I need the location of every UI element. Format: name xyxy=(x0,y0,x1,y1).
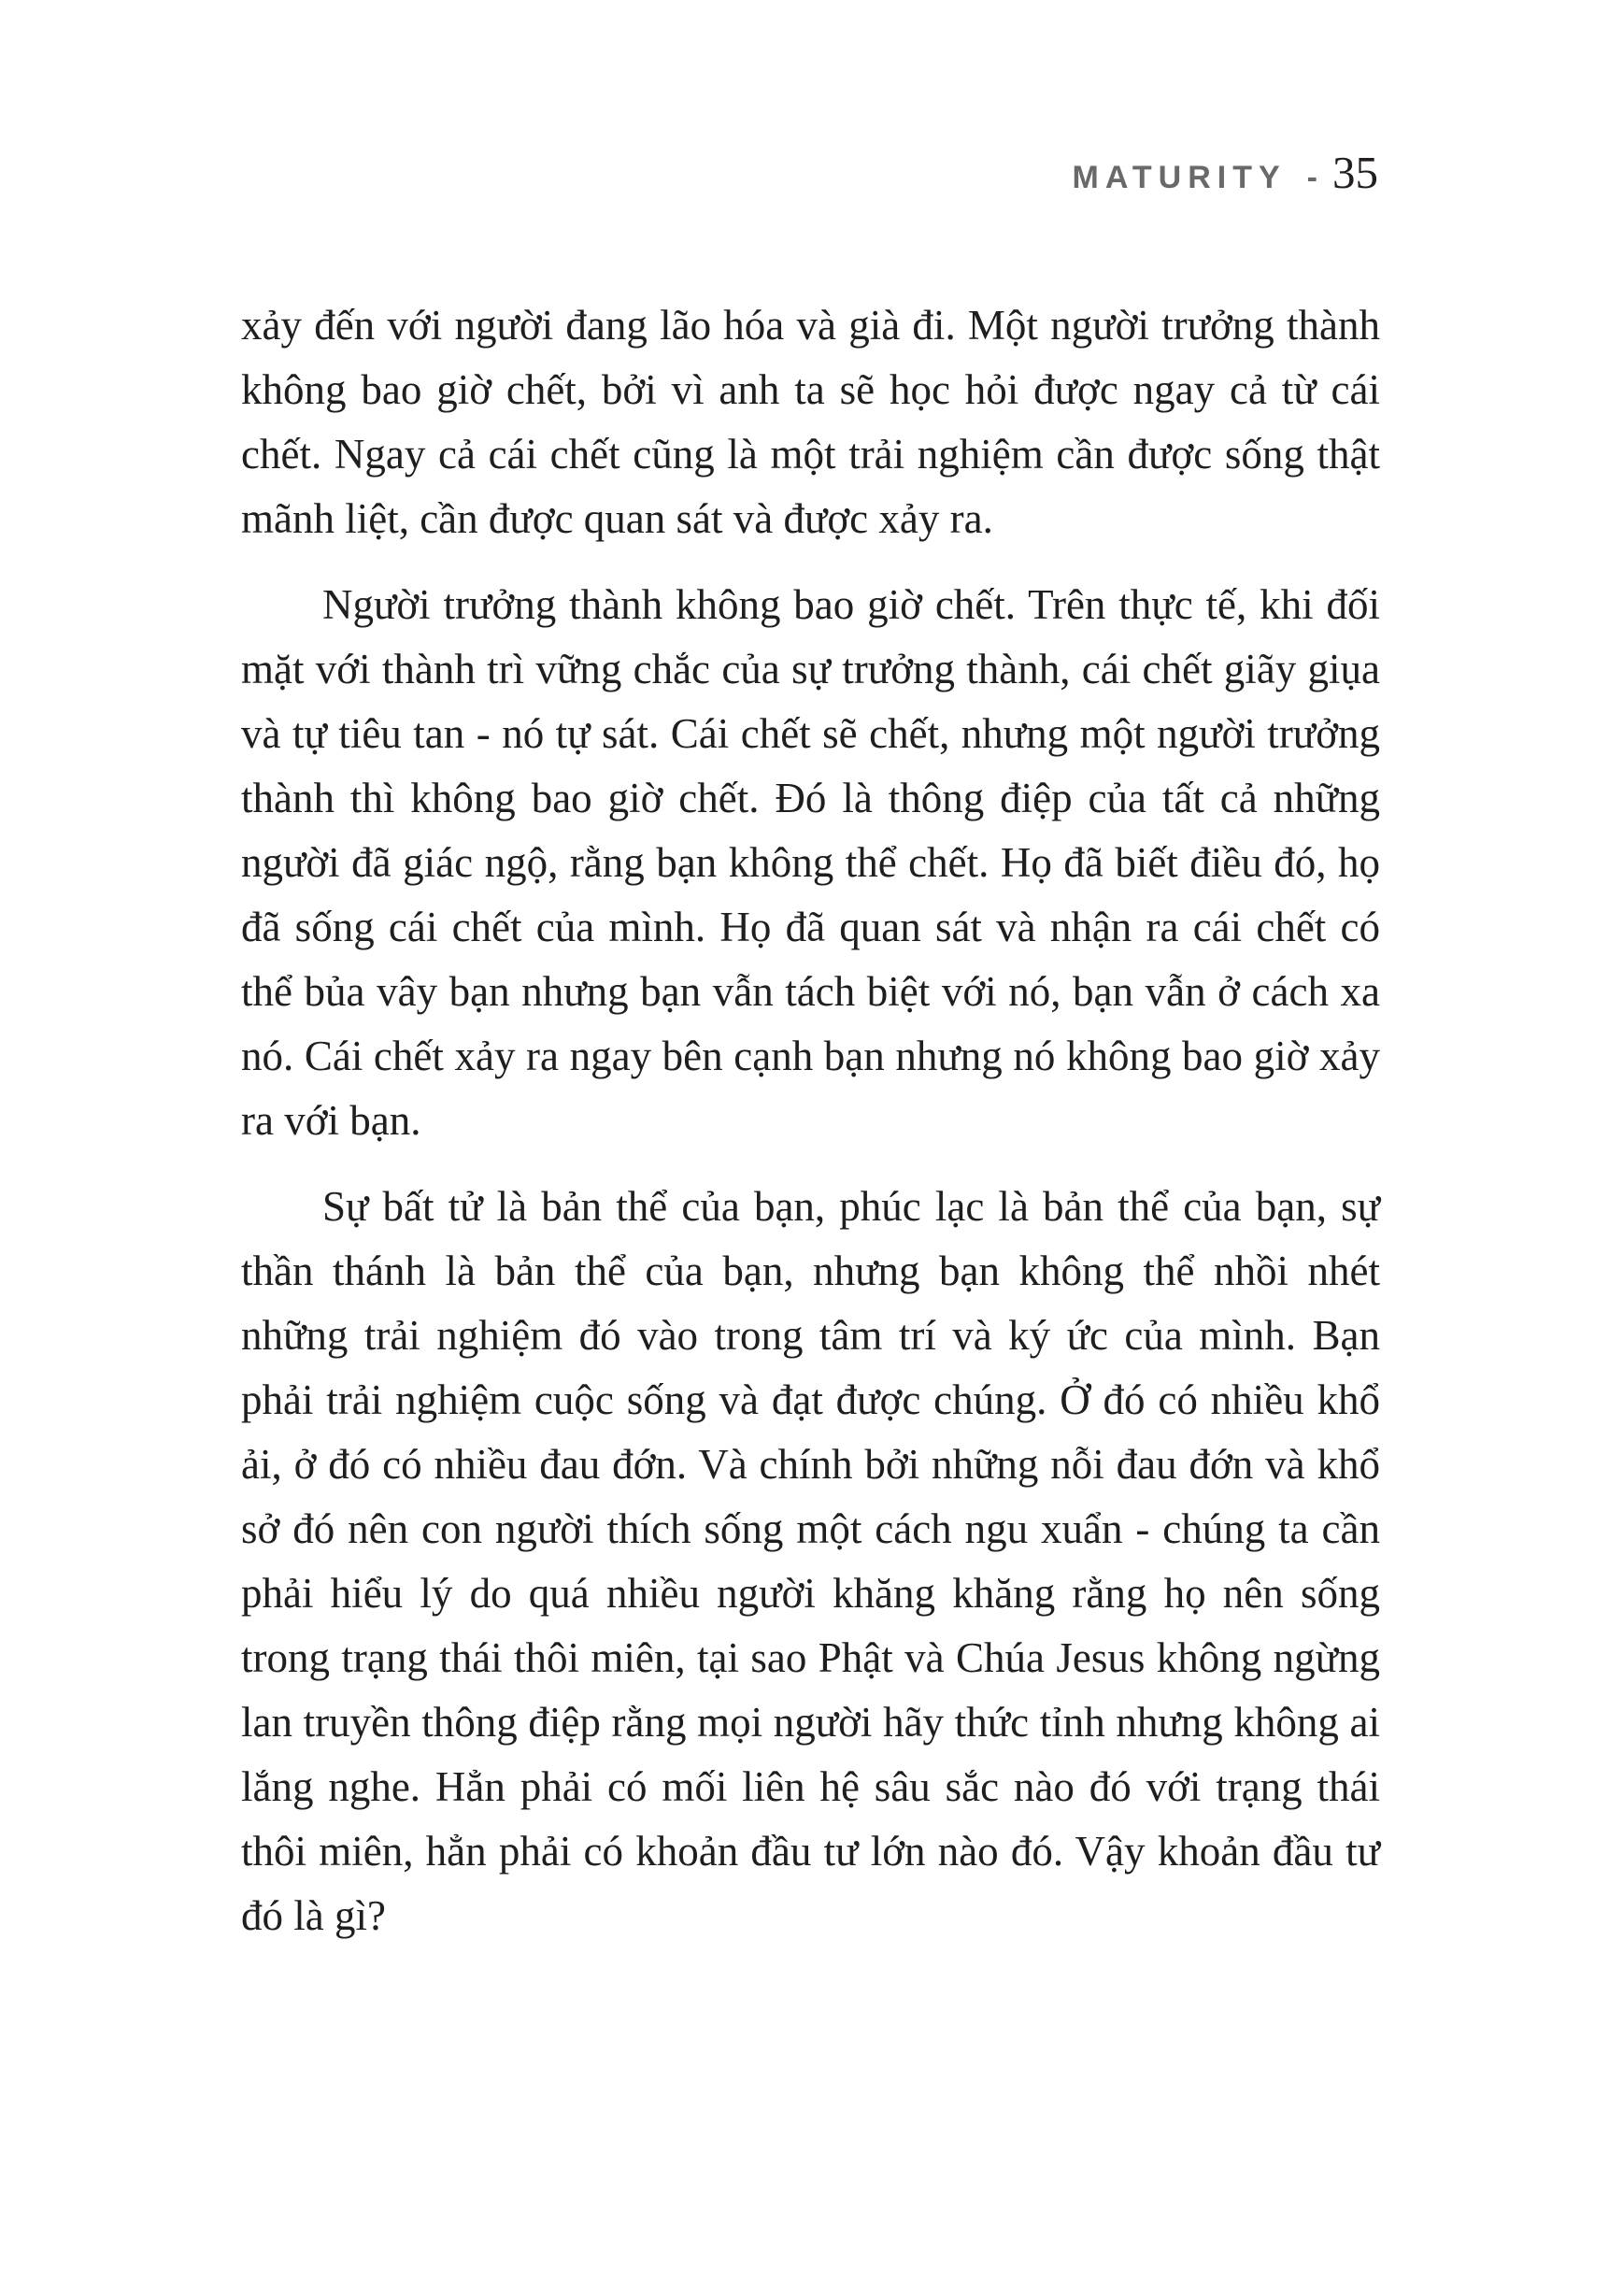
paragraph: Người trưởng thành không bao giờ chết. Trên thực tế, khi đối mặt với thành trì vững chắc của sự trưởng thành, cái chết giãy giụa và tự tiêu tan - nó tự sát. Cái chết sẽ chết, nhưng một người trưởng thành thì không bao giờ chết. Đó là thông điệp của tất cả những người đã giác ngộ, rằng bạn không thể chết. Họ đã biết điều đó, họ đã sống cái chết của mình. Họ đã quan sát và nhận ra cái chết có thể bủa vây bạn nhưng bạn vẫn tách biệt với nó, bạn vẫn ở cách xa nó. Cái chết xảy ra ngay bên cạnh bạn nhưng nó không bao giờ xảy ra với bạn. xyxy=(241,581,1380,1144)
paragraph: Sự bất tử là bản thể của bạn, phúc lạc là bản thể của bạn, sự thần thánh là bản thể của bạn, nhưng bạn không thể nhồi nhét những trải nghiệm đó vào trong tâm trí và ký ức của mình. Bạn phải trải nghiệm cuộc sống và đạt được chúng. Ở đó có nhiều khổ ải, ở đó có nhiều đau đớn. Và chính bởi những nỗi đau đớn và khổ sở đó nên con người thích sống một cách ngu xuẩn - chúng ta cần phải hiểu lý do quá nhiều người khăng khăng rằng họ nên sống trong trạng thái thôi miên, tại sao Phật và Chúa Jesus không ngừng lan truyền thông điệp rằng mọi người hãy thức tỉnh nhưng không ai lắng nghe. Hẳn phải có mối liên hệ sâu sắc nào đó với trạng thái thôi miên, hẳn phải có khoản đầu tư lớn nào đó. Vậy khoản đầu tư đó là gì? xyxy=(241,1183,1380,1939)
header-separator-dash: - xyxy=(1306,160,1317,195)
paragraph: xảy đến với người đang lão hóa và già đi. Một người trưởng thành không bao giờ chết, bởi vì anh ta sẽ học hỏi được ngay cả từ cái chết. Ngay cả cái chết cũng là một trải nghiệm cần được sống thật mãnh liệt, cần được quan sát và được xảy ra. xyxy=(241,302,1380,542)
running-title: MATURITY xyxy=(1072,160,1287,195)
page-number: 35 xyxy=(1332,147,1378,198)
running-header xyxy=(1072,147,1378,198)
body-text xyxy=(241,293,1380,1948)
